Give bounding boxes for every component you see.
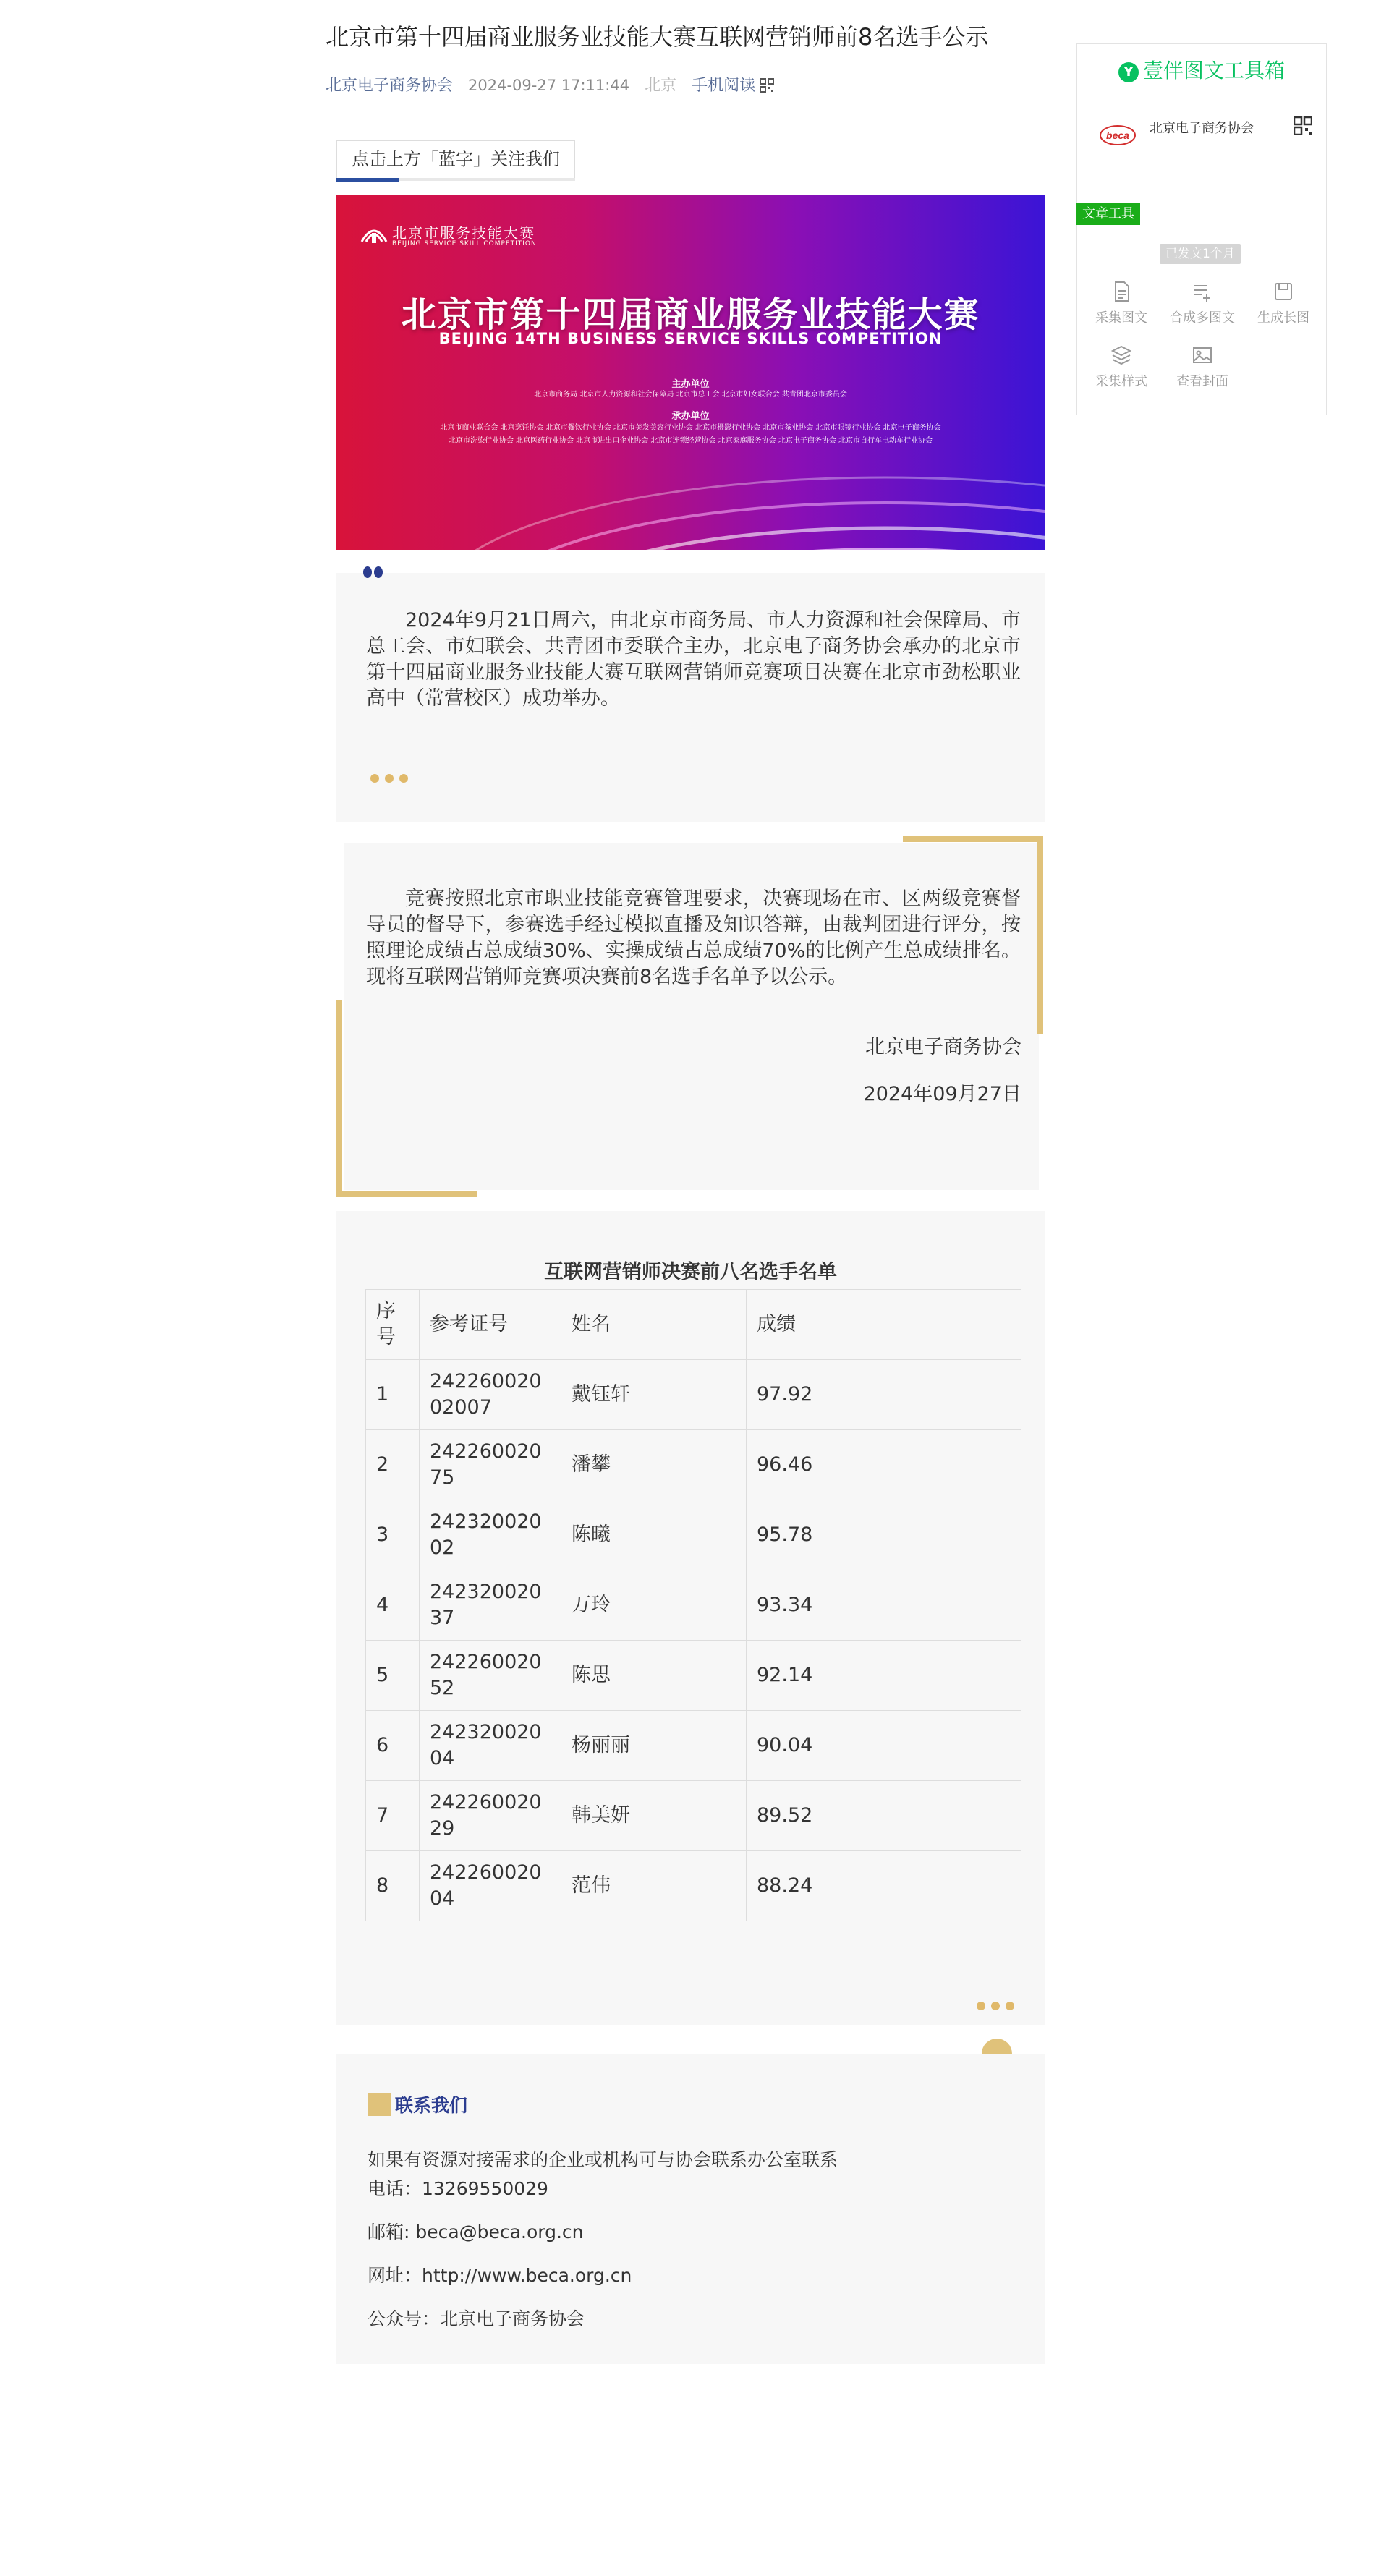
banner-hosts: 北京市商务局 北京市人力资源和社会保障局 北京市总工会 北京市妇女联合会 共青团北京市委员会	[534, 391, 847, 399]
notice-section	[344, 843, 1039, 1190]
cell-index: 4	[366, 1570, 420, 1641]
table-row	[366, 1500, 1021, 1570]
mobile-read-label: 手机阅读	[692, 77, 756, 95]
section-dots-decoration	[977, 1999, 1020, 2013]
cell-score: 92.14	[747, 1641, 1021, 1711]
cell-index: 2	[366, 1430, 420, 1500]
panel-account-name: 北京电子商务协会	[1150, 121, 1254, 136]
article-meta	[326, 75, 784, 97]
banner-logo-sub: BEIJING SERVICE SKILL COMPETITION	[392, 240, 537, 247]
cell-name: 万玲	[561, 1570, 747, 1641]
contact-intro: 如果有资源对接需求的企业或机构可与协会联系办公室联系	[368, 2149, 838, 2170]
tool-collect-style[interactable]	[1082, 344, 1161, 390]
intro-paragraph: 2024年9月21日周六，由北京市商务局、市人力资源和社会保障局、市总工会、市妇联会、共青团市委联合主办，北京电子商务协会承办的北京市第十四届商业服务业技能大赛互联网营销师竞赛项目决赛在北京市劲松职业高中（常营校区）成功举办。	[366, 609, 1021, 710]
notice-paragraph: 竞赛按照北京市职业技能竞赛管理要求，决赛现场在市、区两级竞赛督导员的督导下，参赛选手经过模拟直播及知识答辩，由裁判团进行评分，按照理论成绩占总成绩30%、实操成绩占总成绩70%的比例产生总成绩排名。现将互联网营销师竞赛项决赛前8名选手名单予以公示。	[366, 888, 1021, 988]
cell-score: 97.92	[747, 1360, 1021, 1430]
banner-heading: 北京市第十四届商业服务业技能大赛	[401, 294, 980, 335]
tool-label: 合成多图文	[1170, 310, 1235, 326]
tool-label: 采集样式	[1095, 374, 1147, 389]
article-tools-tag[interactable]: 文章工具	[1076, 203, 1140, 225]
image-icon	[1191, 344, 1214, 367]
cell-cert-no: 24232002004	[420, 1711, 561, 1781]
roster-section	[336, 1211, 1045, 2025]
cell-index: 1	[366, 1360, 420, 1430]
tool-label: 查看封面	[1176, 374, 1228, 389]
qrcode-icon	[760, 78, 774, 93]
gold-frame-bottom	[336, 1191, 477, 1197]
roster-title: 互联网营销师决赛前八名选手名单	[544, 1261, 837, 1283]
table-row	[366, 1781, 1021, 1851]
cell-score: 96.46	[747, 1430, 1021, 1500]
table-row	[366, 1430, 1021, 1500]
cell-score: 89.52	[747, 1781, 1021, 1851]
notice-signature: 北京电子商务协会	[865, 1036, 1021, 1058]
cell-index: 6	[366, 1711, 420, 1781]
cell-score: 93.34	[747, 1570, 1021, 1641]
cell-name: 韩美妍	[561, 1781, 747, 1851]
contact-heading	[368, 2091, 467, 2117]
cell-cert-no: 24226002075	[420, 1430, 561, 1500]
contact-website: 网址：http://www.beca.org.cn	[368, 2265, 632, 2286]
quote-icon	[363, 566, 385, 581]
table-row	[366, 1711, 1021, 1781]
toolbox-header	[1077, 44, 1326, 98]
document-icon	[1110, 280, 1133, 303]
tool-collect-article[interactable]	[1082, 280, 1161, 326]
contact-email: 邮箱: beca@beca.org.cn	[368, 2222, 584, 2243]
cell-cert-no: 24226002029	[420, 1781, 561, 1851]
competition-banner	[336, 195, 1045, 550]
cell-name: 杨丽丽	[561, 1711, 747, 1781]
banner-organizers-2: 北京市洗染行业协会 北京医药行业协会 北京市进出口企业协会 北京市连锁经营协会 北京家庭服务协会 北京电子商务协会 北京市自行车电动车行业协会	[448, 437, 933, 445]
contact-section	[336, 2054, 1045, 2364]
gold-frame-left	[336, 1000, 342, 1197]
cell-cert-no: 24232002002	[420, 1500, 561, 1570]
cell-index: 8	[366, 1851, 420, 1921]
section-dots-decoration	[370, 772, 414, 786]
roster-table	[365, 1289, 1021, 1921]
banner-logo-text: 北京市服务技能大赛	[392, 224, 535, 242]
col-header-score: 成绩	[747, 1290, 1021, 1360]
tool-long-image[interactable]	[1244, 280, 1323, 326]
banner-swirl	[336, 195, 1045, 550]
gold-frame-right	[1037, 836, 1043, 1034]
tool-view-cover[interactable]	[1163, 344, 1242, 390]
cell-cert-no: 24232002037	[420, 1570, 561, 1641]
follow-prompt[interactable]: 点击上方「蓝字」关注我们	[336, 140, 575, 178]
cell-name: 潘攀	[561, 1430, 747, 1500]
banner-host-label: 主办单位	[671, 379, 710, 390]
account-avatar[interactable]	[1096, 114, 1139, 157]
list-add-icon	[1191, 280, 1214, 303]
account-link[interactable]: 北京电子商务协会	[326, 77, 454, 95]
notice-date: 2024年09月27日	[863, 1083, 1021, 1105]
cell-score: 90.04	[747, 1711, 1021, 1781]
published-badge: 已发文1个月	[1160, 244, 1241, 264]
contact-wechat: 公众号：北京电子商务协会	[368, 2308, 585, 2329]
table-row	[366, 1641, 1021, 1711]
col-header-name: 姓名	[561, 1290, 747, 1360]
tool-label: 生成长图	[1257, 310, 1309, 326]
cell-score: 88.24	[747, 1851, 1021, 1921]
cell-name: 范伟	[561, 1851, 747, 1921]
toolbox-panel	[1076, 43, 1327, 415]
publish-date: 2024-09-27 17:11:44	[468, 77, 630, 94]
table-header-row	[366, 1290, 1021, 1360]
article-title: 北京市第十四届商业服务业技能大赛互联网营销师前8名选手公示	[326, 23, 989, 51]
cell-index: 7	[366, 1781, 420, 1851]
contact-heading-label: 联系我们	[395, 2095, 468, 2116]
layers-icon	[1110, 344, 1133, 367]
tool-merge-articles[interactable]	[1163, 280, 1242, 326]
intro-section	[336, 573, 1045, 822]
cell-cert-no: 24226002052	[420, 1641, 561, 1711]
col-header-cert-no: 参考证号	[420, 1290, 561, 1360]
cell-index: 5	[366, 1641, 420, 1711]
publish-location: 北京	[645, 77, 677, 95]
cell-name: 陈思	[561, 1641, 747, 1711]
cell-name: 戴钰轩	[561, 1360, 747, 1430]
table-row	[366, 1360, 1021, 1430]
banner-subheading: BEIJING 14TH BUSINESS SERVICE SKILLS COMPETITION	[438, 330, 943, 347]
tool-label: 采集图文	[1095, 310, 1147, 326]
follow-underline-accent	[336, 178, 399, 182]
contact-phone: 电话：13269550029	[368, 2178, 548, 2199]
banner-organizer-label: 承办单位	[671, 411, 710, 422]
yiban-logo-icon: Y	[1118, 62, 1139, 82]
cell-index: 3	[366, 1500, 420, 1570]
toolbox-title: 壹伴图文工具箱	[1142, 59, 1285, 82]
competition-logo-icon	[357, 217, 391, 250]
table-row	[366, 1851, 1021, 1921]
cell-cert-no: 24226002004	[420, 1851, 561, 1921]
banner-organizers-1: 北京市商业联合会 北京烹饪协会 北京市餐饮行业协会 北京市美发美容行业协会 北京市摄影行业协会 北京市茶业协会 北京市眼镜行业协会 北京电子商务协会	[440, 424, 941, 432]
contact-square-icon	[368, 2093, 391, 2116]
svg-text:beca: beca	[1106, 129, 1129, 141]
col-header-index: 序号	[366, 1290, 420, 1360]
table-row	[366, 1570, 1021, 1641]
mobile-read-link[interactable]	[692, 77, 774, 95]
qrcode-icon[interactable]	[1294, 116, 1312, 135]
save-icon	[1272, 280, 1295, 303]
cell-cert-no: 24226002002007	[420, 1360, 561, 1430]
cell-score: 95.78	[747, 1500, 1021, 1570]
cell-name: 陈曦	[561, 1500, 747, 1570]
gold-frame-top	[903, 836, 1043, 842]
